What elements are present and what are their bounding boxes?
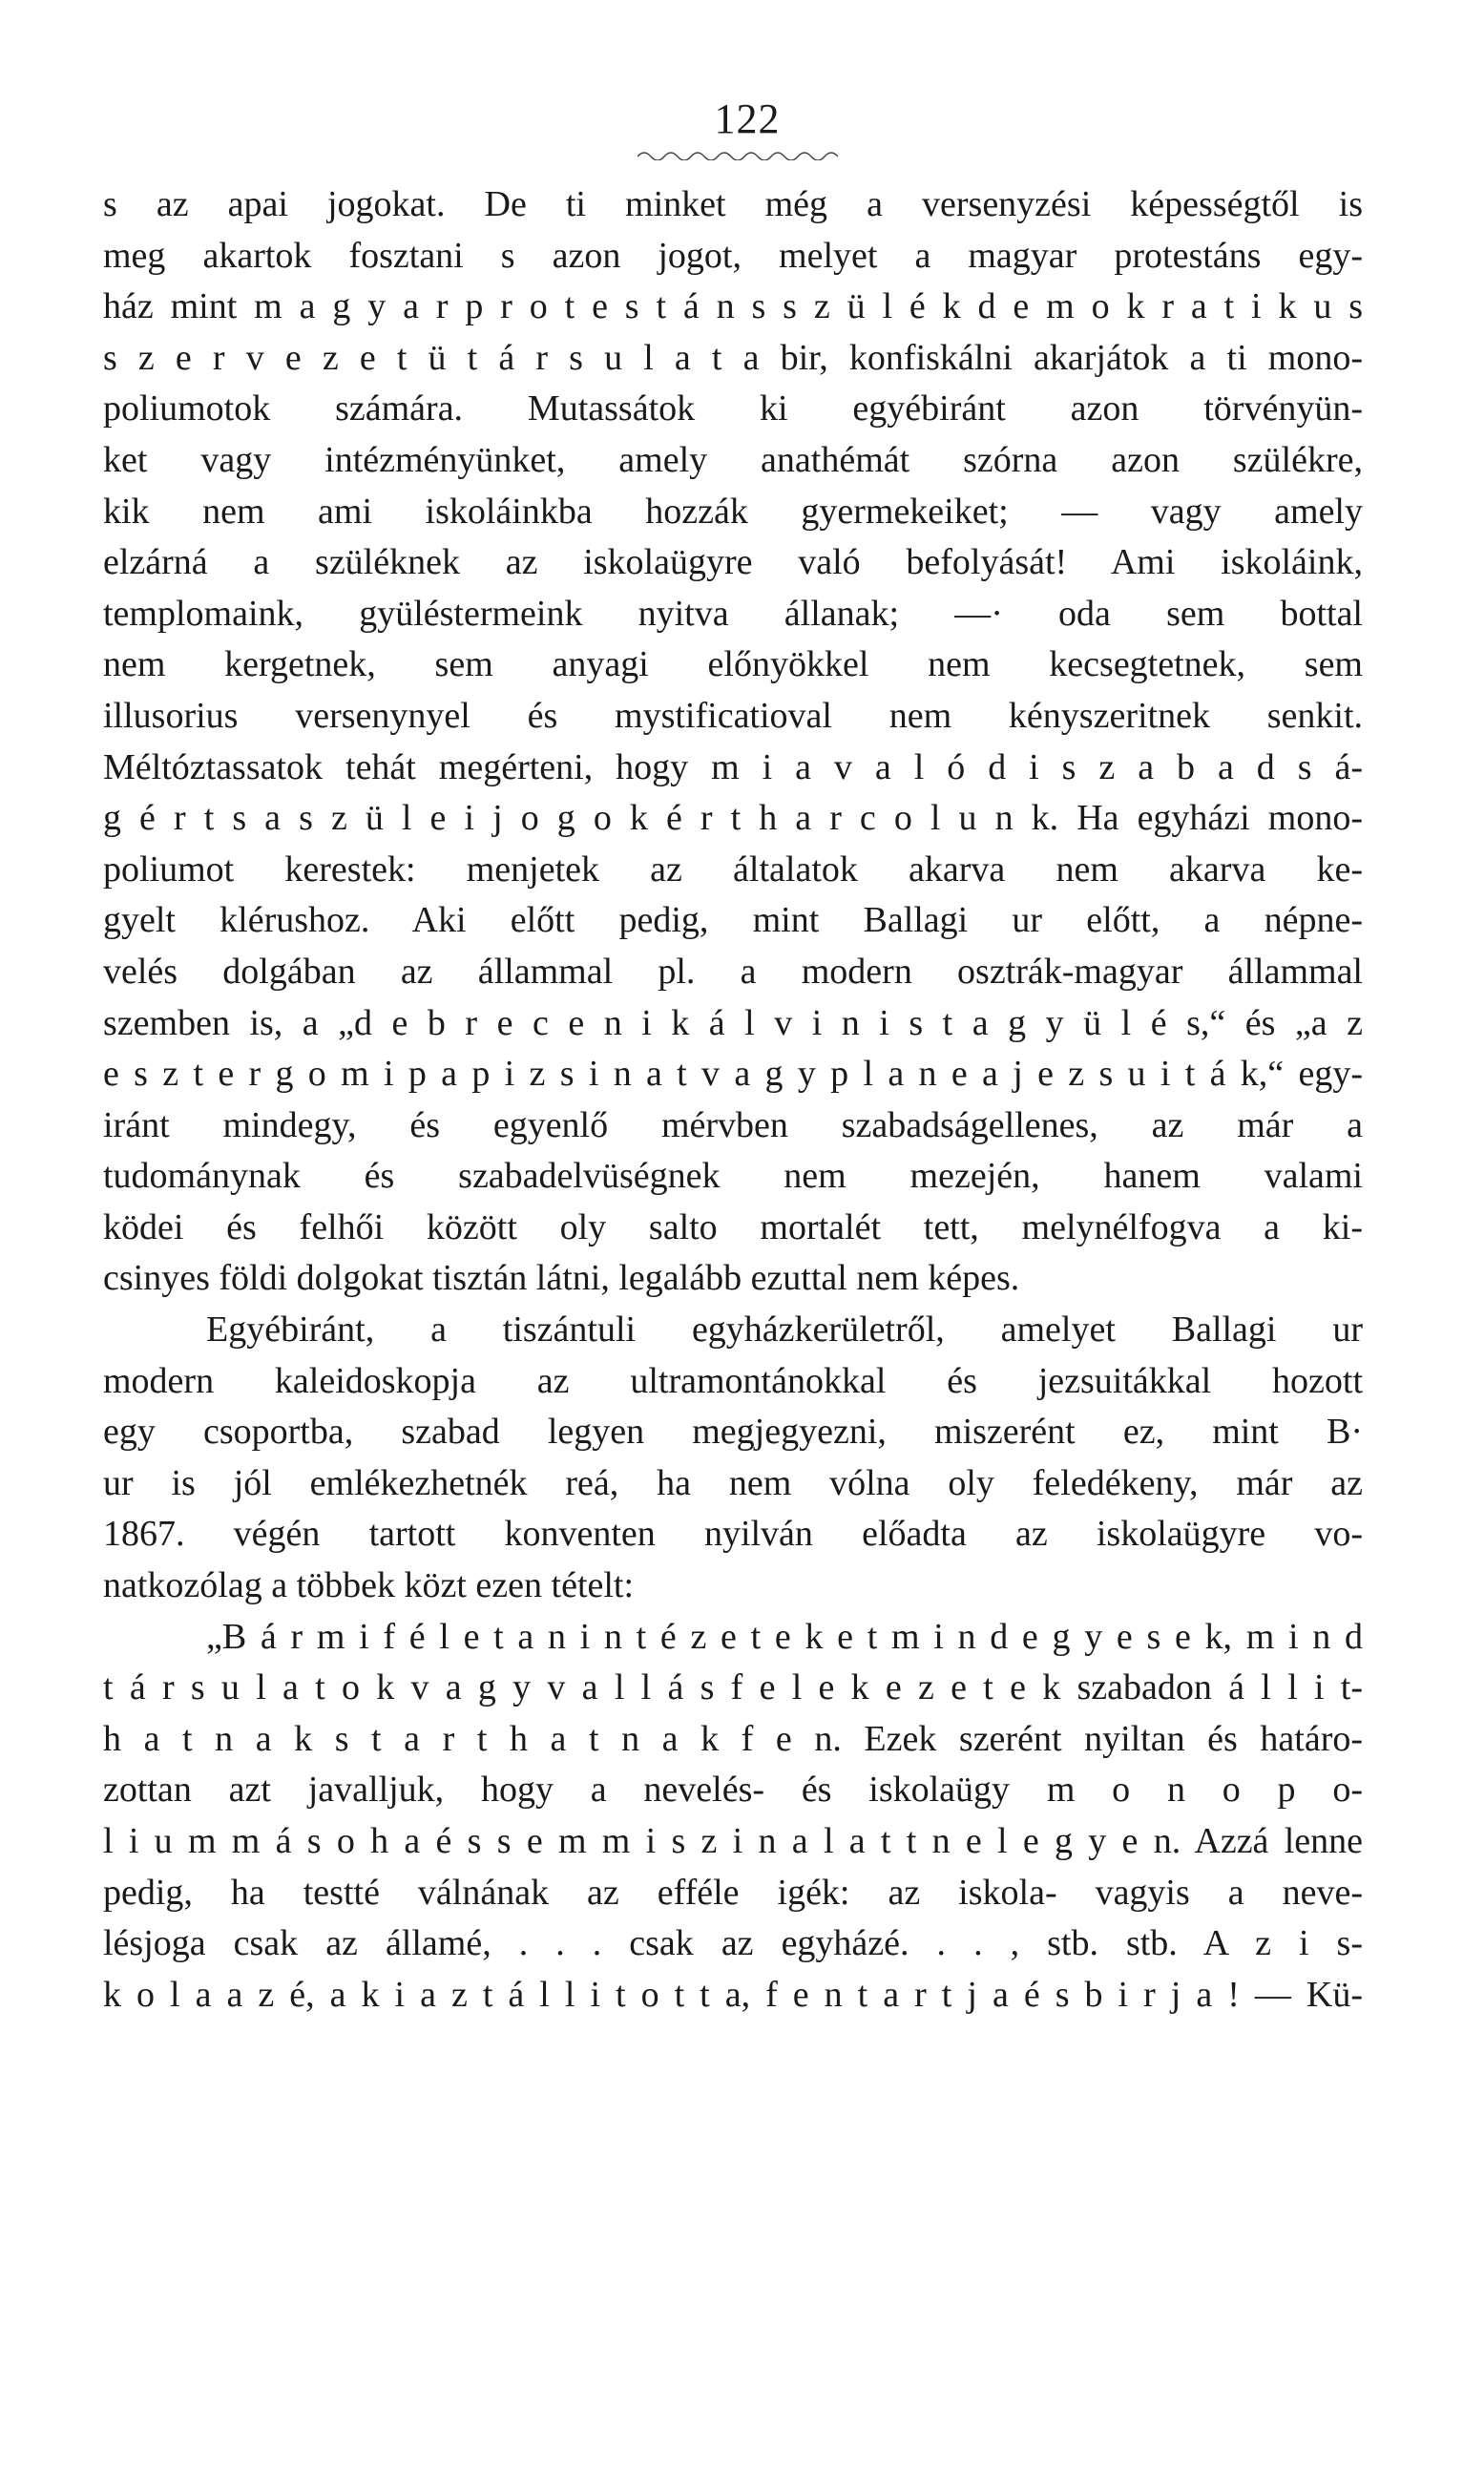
text-line: ház mint m a g y a r p r o t e s t á n s s z ü l é k d e m o k r a t i k u s	[103, 286, 1363, 327]
text-line: g é r t s a s z ü l e i j o g o k é r t h a r c o l u n k. Ha egyházi mono-	[103, 798, 1363, 839]
text-line: natkozólag a többek közt ezen tételt:	[103, 1565, 635, 1606]
text-line: gyelt klérushoz. Aki előtt pedig, mint Ballagi ur előtt, a népne-	[103, 900, 1363, 941]
text-line: illusorius versenynyel és mystificatioval nem kényszeritnek senkit.	[103, 695, 1363, 736]
text-line: csinyes földi dolgokat tisztán látni, legalább ezuttal nem képes.	[103, 1258, 1020, 1299]
text-line: pedig, ha testté válnának az efféle igék: az iskola- vagyis a neve-	[103, 1872, 1363, 1913]
text-line: velés dolgában az állammal pl. a modern osztrák-magyar állammal	[103, 951, 1363, 992]
text-line: meg akartok fosztani s azon jogot, melyet a magyar protestáns egy-	[103, 235, 1363, 276]
text-line: „B á r m i f é l e t a n i n t é z e t e k e t m i n d e g y e s e k, m i n d	[206, 1616, 1363, 1657]
text-line: modern kaleidoskopja az ultramontánokkal és jezsuitákkal hozott	[103, 1360, 1363, 1401]
text-line: lésjoga csak az államé, . . . csak az egyházé. . . , stb. stb. A z i s-	[103, 1923, 1363, 1964]
text-line: t á r s u l a t o k v a g y v a l l á s f e l e k e z e t e k szabadon á l l i t-	[103, 1667, 1363, 1708]
text-line: poliumot kerestek: menjetek az általatok akarva nem akarva ke-	[103, 848, 1363, 890]
text-line: k o l a a z é, a k i a z t á l l i t o t t a, f e n t a r t j a é s b i r j a ! — Kü-	[103, 1974, 1363, 2015]
text-line: 1867. végén tartott konventen nyilván előadta az iskolaügyre vo-	[103, 1514, 1363, 1555]
body-text	[103, 179, 1363, 2021]
text-line: l i u m m á s o h a é s s e m m i s z i n a l a t t n e l e g y e n. Azzá lenne	[103, 1821, 1363, 1861]
text-line: egy csoportba, szabad legyen megjegyezni, miszerént ez, mint B·	[103, 1412, 1363, 1453]
text-line: s z e r v e z e t ü t á r s u l a t a bir, konfiskálni akarjátok a ti mono-	[103, 337, 1363, 378]
text-line: kik nem ami iskoláinkba hozzák gyermekeiket; — vagy amely	[103, 491, 1363, 532]
text-line: Egyébiránt, a tiszántuli egyházkerületről, amelyet Ballagi ur	[206, 1309, 1363, 1351]
text-line: s az apai jogokat. De ti minket még a versenyzési képességtől is	[103, 184, 1363, 224]
text-line: iránt mindegy, és egyenlő mérvben szabadságellenes, az már a	[103, 1104, 1363, 1145]
text-line: e s z t e r g o m i p a p i z s i n a t v a g y p l a n e a j e z s u i t á k,“ egy-	[103, 1054, 1363, 1095]
text-line: templomaink, gyüléstermeink nyitva állanak; —· oda sem bottal	[103, 593, 1363, 634]
text-line: Méltóztassatok tehát megérteni, hogy m i a v a l ó d i s z a b a d s á-	[103, 746, 1363, 787]
text-line: poliumotok számára. Mutassátok ki egyébiránt azon törvényün-	[103, 388, 1363, 429]
text-line: nem kergetnek, sem anyagi előnyökkel nem kecsegtetnek, sem	[103, 644, 1363, 685]
page-number: 122	[714, 95, 781, 142]
text-line: h a t n a k s t a r t h a t n a k f e n. Ezek szerént nyiltan és határo-	[103, 1718, 1363, 1759]
text-line: zottan azt javalljuk, hogy a nevelés- és iskolaügy m o n o p o-	[103, 1770, 1363, 1811]
text-line: ur is jól emlékezhetnék reá, ha nem vólna oly feledékeny, már az	[103, 1462, 1363, 1503]
book-page	[103, 95, 1363, 2021]
text-line: ködei és felhői között oly salto mortalét tett, melynélfogva a ki-	[103, 1206, 1363, 1247]
text-line: tudománynak és szabadelvüségnek nem mezején, hanem valami	[103, 1156, 1363, 1197]
text-line: elzárná a szüléknek az iskolaügyre való befolyását! Ami iskoláink,	[103, 542, 1363, 583]
text-line: szemben is, a „d e b r e c e n i k á l v i n i s t a g y ü l é s,“ és „a z	[103, 1002, 1363, 1043]
page-number-ornament	[637, 147, 838, 160]
text-line: ket vagy intézményünket, amely anathémát szórna azon szülékre,	[103, 439, 1363, 480]
